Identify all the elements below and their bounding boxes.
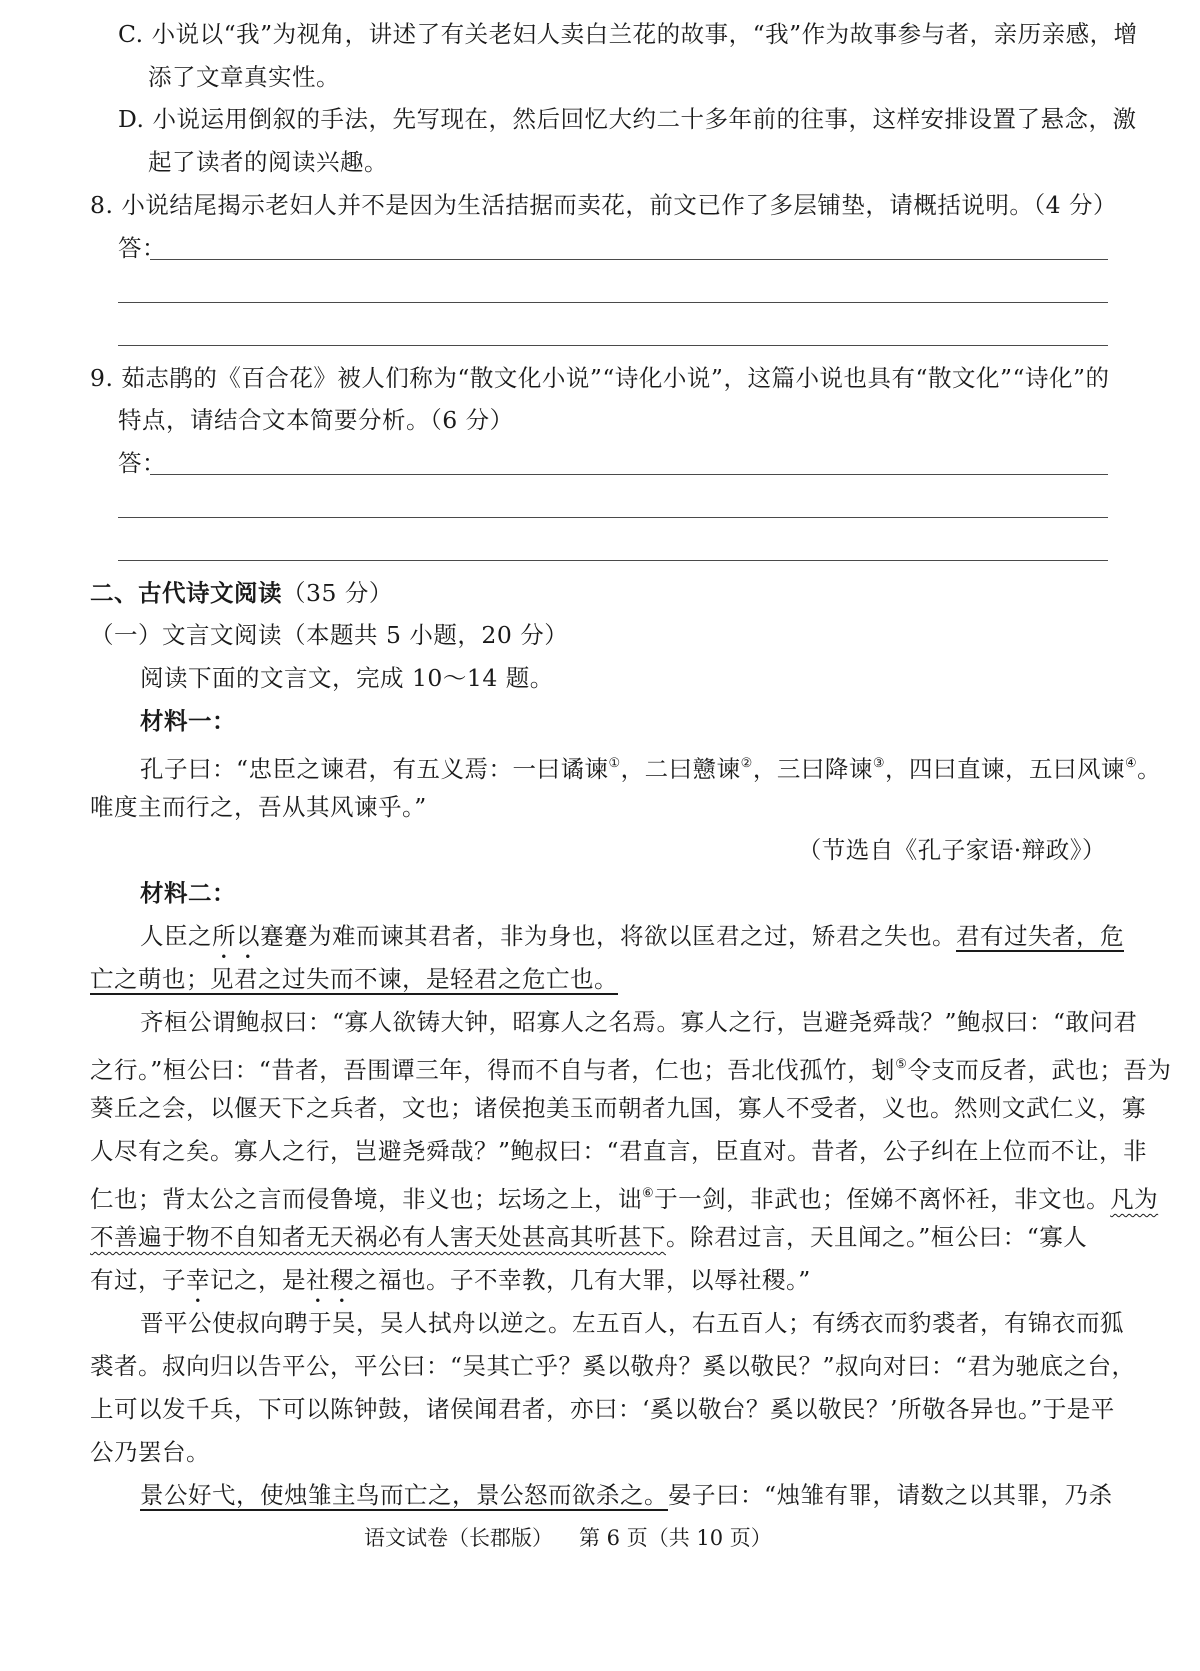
material1-text: ，三曰降谏 (752, 755, 873, 783)
q8-prompt: 8. 小说结尾揭示老妇人并不是因为生活拮据而卖花，前文已作了多层铺垫，请概括说明。（4 分） (90, 191, 1118, 219)
q8-answer-label: 答： (118, 234, 166, 262)
q7-option-c-line2: 添了文章真实性。 (148, 63, 340, 91)
material2-p1-line1 (140, 921, 1124, 964)
material2-p3-line4: 公乃罢台。 (90, 1438, 210, 1466)
material2-p4-line1 (140, 1480, 1113, 1510)
material2-p2-line5 (90, 1179, 1158, 1214)
section2-heading-title: 二、古代诗文阅读 (90, 579, 282, 607)
material2-p3-line1: 晋平公使叔向聘于吴，吴人拭舟以逆之。左五百人，右五百人；有绣衣而豹裘者，有锦衣而狐 (140, 1309, 1124, 1337)
material1-text: 孔子曰：“忠臣之谏君，有五义焉：一曰谲谏 (140, 755, 609, 783)
material2-p1-line2 (90, 964, 618, 994)
q7-option-d-line1: D. 小说运用倒叙的手法，先写现在，然后回忆大约二十多年前的往事，这样安排设置了悬念，激 (118, 105, 1137, 133)
material2-text: 有过，子 (90, 1266, 186, 1294)
q8-answer-line-3[interactable] (118, 345, 1108, 346)
q9-answer-line-1[interactable] (150, 474, 1108, 475)
q9-answer-line-3[interactable] (118, 560, 1108, 561)
material2-text: 晏子曰：“烛雏有罪，请数之以其罪，乃杀 (668, 1481, 1113, 1509)
material2-p2-line4: 人尽有之矣。寡人之行，岂避尧舜哉？”鲍叔曰：“君直言，臣直对。昔者，公子纠在上位而不让，非 (90, 1137, 1148, 1165)
emphasis-dotted-text: 社稷 (306, 1266, 354, 1294)
material2-p3-line2: 裘者。叔向归以告平公，平公曰：“吴其亡乎？奚以敬舟？奚以敬民？”叔向对曰：“君为驰底之台， (90, 1352, 1136, 1380)
q8-answer-line-1[interactable] (150, 259, 1108, 260)
material2-text: 之福也。子不幸教，几有大罪，以辱社稷。” (354, 1266, 811, 1294)
emphasis-dotted-text: 所以 (212, 922, 260, 950)
material2-text: 人臣之 (140, 922, 212, 950)
material2-p2-line7 (90, 1265, 811, 1308)
q9-prompt-line1: 9. 茹志鹃的《百合花》被人们称为“散文化小说”“诗化小说”，这篇小说也具有“散文化”“诗化”的 (90, 364, 1110, 392)
footnote-marker: ④ (1124, 756, 1138, 771)
material2-text: 令支而反者，武也；吾为 (907, 1056, 1172, 1084)
q9-prompt-line2: 特点，请结合文本简要分析。（6 分） (118, 406, 514, 434)
footnote-marker: ① (608, 756, 621, 771)
wavy-underlined-text: 不善遍于物不自知者无天祸必有人害天处甚高其听甚下 (90, 1223, 666, 1251)
material2-p2-line6 (90, 1222, 1087, 1252)
underlined-sentence: 君有过失者，危 (956, 922, 1124, 950)
section2-subheading (90, 620, 568, 650)
material1-line1 (140, 749, 1161, 784)
section2-heading-score: （35 分） (282, 579, 393, 607)
material2-text: 仁也；背太公之言而侵鲁境，非义也；坛场之上，诎 (90, 1185, 642, 1213)
q8-answer-line-2[interactable] (118, 302, 1108, 303)
underlined-sentence: 亡之萌也；见君之过失而不谏，是轻君之危亡也。 (90, 965, 618, 993)
q7-option-c-line1: C. 小说以“我”为视角，讲述了有关老妇人卖白兰花的故事，“我”作为故事参与者，亲历亲感，增 (118, 20, 1138, 48)
footer-page-number: 第 6 页（共 10 页） (579, 1526, 772, 1550)
material2-text: 之行。”桓公曰：“昔者，吾围谭三年，得而不自与者，仁也；吾北伐孤竹，刬 (90, 1056, 896, 1084)
material1-line2: 唯度主而行之，吾从其风谏乎。” (90, 793, 427, 821)
emphasis-dotted-text: 幸 (186, 1266, 210, 1294)
section2-subheading-note: （本题共 5 小题，20 分） (282, 621, 569, 649)
q7-option-d-line2: 起了读者的阅读兴趣。 (148, 148, 388, 176)
material2-text: 于一剑，非武也；侄娣不离怀衽，非文也。 (654, 1185, 1111, 1213)
footnote-marker: ⑤ (895, 1057, 908, 1072)
section2-heading (90, 578, 393, 608)
section2-instruction: 阅读下面的文言文，完成 10～14 题。 (140, 664, 554, 692)
material2-text: 蹇蹇为难而谏其君者，非为身也，将欲以匡君之过，矫君之失也。 (260, 922, 956, 950)
page-footer (364, 1525, 772, 1551)
footnote-marker: ② (740, 756, 753, 771)
material2-label: 材料二： (140, 879, 236, 907)
material2-text: 记之，是 (210, 1266, 306, 1294)
material1-text: ，二曰戆谏 (620, 755, 741, 783)
material2-p2-line3: 葵丘之会，以偃天下之兵者，文也；诸侯抱美玉而朝者九国，寡人不受者，义也。然则文武仁义，寡 (90, 1094, 1146, 1122)
footer-exam-title: 语文试卷（长郡版） (364, 1526, 553, 1550)
q9-answer-label: 答： (118, 449, 166, 477)
underlined-sentence: 景公好弋，使烛雏主鸟而亡之，景公怒而欲杀之。 (140, 1481, 668, 1509)
footnote-marker: ③ (872, 756, 885, 771)
footnote-marker: ⑥ (642, 1186, 655, 1201)
material2-p2-line1: 齐桓公谓鲍叔曰：“寡人欲铸大钟，昭寡人之名焉。寡人之行，岂避尧舜哉？”鲍叔曰：“敢问君 (140, 1008, 1138, 1036)
material1-text: ，四曰直谏，五曰风谏 (884, 755, 1125, 783)
wavy-underlined-text: 凡为 (1110, 1185, 1159, 1213)
material1-source: （节选自《孔子家语·辩政》） (797, 836, 1106, 864)
material2-text: 。除君过言，天且闻之。”桓公曰：“寡人 (666, 1223, 1088, 1251)
material1-text: 。 (1137, 755, 1162, 783)
material1-label: 材料一： (140, 707, 236, 735)
q9-answer-line-2[interactable] (118, 517, 1108, 518)
material2-p3-line3: 上可以发千兵，下可以陈钟鼓，诸侯闻君者，亦曰：‘奚以敬台？奚以敬民？’所敬各异也。”于是平 (90, 1395, 1115, 1423)
material2-p2-line2 (90, 1050, 1171, 1085)
section2-subheading-title: （一）文言文阅读 (90, 621, 282, 649)
